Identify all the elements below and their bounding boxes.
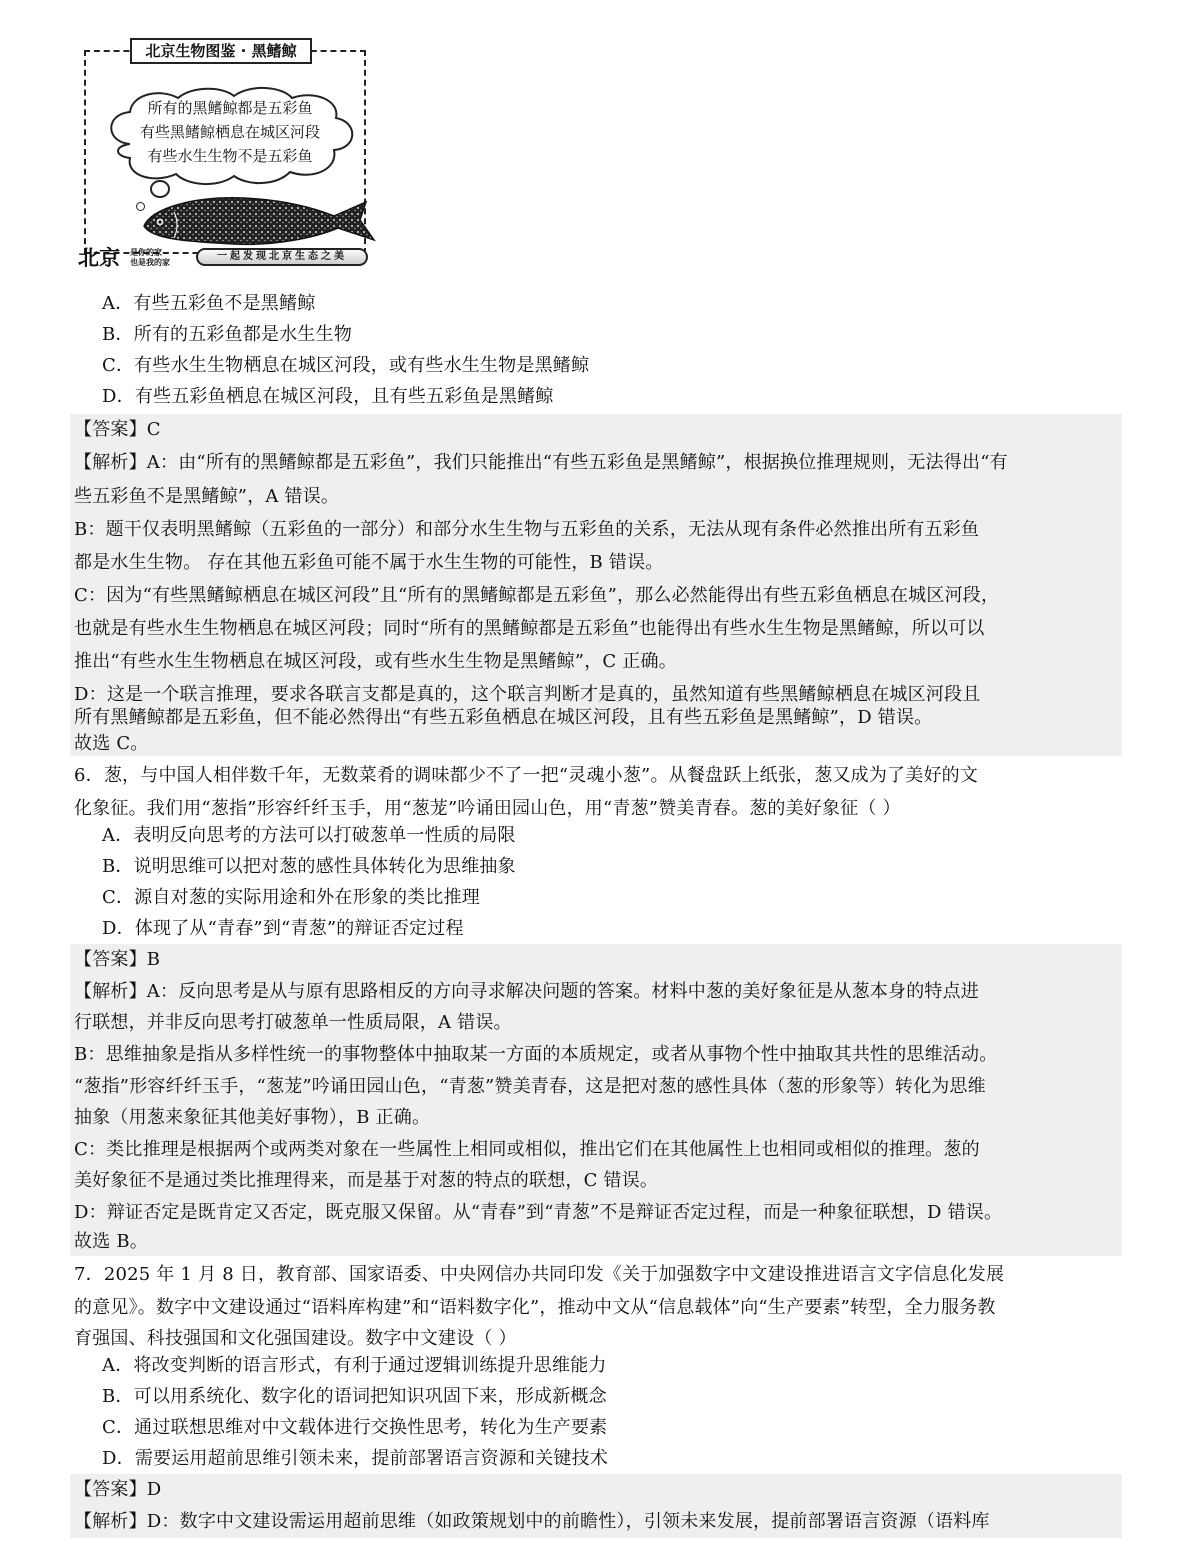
- q7-option-a: A．将改变判断的语言形式，有利于通过逻辑训练提升思维能力: [102, 1355, 607, 1376]
- q6-analysis-line: C：类比推理是根据两个或两类对象在一些属性上相同或相似，推出它们在其他属性上也相同或相似的推理。葱的: [74, 1139, 980, 1160]
- q5-analysis-line: 所有黑鳍鲸都是五彩鱼，但不能必然得出“有些五彩鱼栖息在城区河段，且有些五彩鱼是黑鳍鲸”，D 错误。: [74, 707, 933, 728]
- q6-analysis-line: 美好象征不是通过类比推理得来，而是基于对葱的特点的联想，C 错误。: [74, 1170, 659, 1191]
- q5-option-a: A．有些五彩鱼不是黑鳍鲸: [102, 293, 316, 314]
- q5-analysis-line: 都是水生生物。 存在其他五彩鱼可能不属于水生生物的可能性，B 错误。: [74, 552, 664, 573]
- q6-analysis-line: D：辩证否定是既肯定又否定，既克服又保留。从“青春”到“青葱”不是辩证否定过程，而是一种象征联想，D 错误。: [74, 1202, 1003, 1223]
- q6-analysis-line: 故选 B。: [74, 1231, 148, 1252]
- q5-analysis-line: 推出“有些水生生物栖息在城区河段，或有些水生生物是黑鳍鲸”，C 正确。: [74, 651, 677, 672]
- q7-stem-line: 7．2025 年 1 月 8 日，教育部、国家语委、中央网信办共同印发《关于加强数字中文建设推进语言文字信息化发展: [74, 1264, 1005, 1285]
- q5-analysis-line: D：这是一个联言推理，要求各联言支都是真的，这个联言判断才是真的，虽然知道有些黑鳍鲸栖息在城区河段且: [74, 684, 981, 705]
- q7-stem-line: 的意见》。数字中文建设通过“语料库构建”和“语料数字化”，推动中文从“信息载体”向“生产要素”转型，全力服务教: [74, 1297, 996, 1318]
- figure-footer: [78, 244, 378, 272]
- q6-option-b: B．说明思维可以把对葱的感性具体转化为思维抽象: [102, 856, 516, 877]
- q7-answer: 【答案】D: [74, 1479, 162, 1500]
- q5-analysis-line: B：题干仅表明黑鳍鲸（五彩鱼的一部分）和部分水生生物与五彩鱼的关系，无法从现有条件必然推出所有五彩鱼: [74, 519, 980, 540]
- q7-option-d: D．需要运用超前思维引领未来，提前部署语言资源和关键技术: [102, 1448, 609, 1469]
- q7-stem-line: 育强国、科技强国和文化强国建设。数字中文建设（ ）: [74, 1328, 517, 1349]
- figure-title: 北京生物图鉴 · 黑鳍鲸: [130, 38, 312, 64]
- q6-analysis-line: 行联想，并非反向思考打破葱单一性质局限，A 错误。: [74, 1012, 512, 1033]
- q5-option-c: C．有些水生生物栖息在城区河段，或有些水生生物是黑鳍鲸: [102, 355, 590, 376]
- fish-icon: [134, 182, 378, 252]
- beijing-logo: 北京: [78, 246, 120, 270]
- q5-answer: 【答案】C: [74, 419, 161, 440]
- q5-option-d: D．有些五彩鱼栖息在城区河段，且有些五彩鱼是黑鳍鲸: [102, 386, 554, 407]
- q6-option-a: A．表明反向思考的方法可以打破葱单一性质的局限: [102, 825, 516, 846]
- q7-option-b: B．可以用系统化、数字化的语词把知识巩固下来，形成新概念: [102, 1386, 607, 1407]
- q6-analysis-line: “葱指”形容纤纤玉手，“葱茏”吟诵田园山色，“青葱”赞美青春，这是把对葱的感性具体（葱的形象等）转化为思维: [74, 1076, 986, 1097]
- q6-stem-line: 6．葱，与中国人相伴数千年，无数菜肴的调味都少不了一把“灵魂小葱”。从餐盘跃上纸张，葱又成为了美好的文: [74, 765, 979, 786]
- slogan-line-2: 也是我的家: [130, 258, 170, 267]
- q7-option-c: C．通过联想思维对中文载体进行交换性思考，转化为生产要素: [102, 1417, 608, 1438]
- slogan-pill: 一起发现北京生态之美: [196, 248, 368, 266]
- q6-analysis-line: 抽象（用葱来象征其他美好事物），B 正确。: [74, 1107, 431, 1128]
- q5-analysis-line: C：因为“有些黑鳍鲸栖息在城区河段”且“所有的黑鳍鲸都是五彩鱼”，那么必然能得出有些五彩鱼栖息在城区河段，: [74, 585, 1000, 606]
- q6-option-c: C．源自对葱的实际用途和外在形象的类比推理: [102, 887, 480, 908]
- cloud-line-1: 所有的黑鳍鲸都是五彩鱼: [147, 99, 313, 117]
- q7-analysis-line: 【解析】D：数字中文建设需运用超前思维（如政策规划中的前瞻性），引领未来发展，提前部署语言资源（语料库: [74, 1511, 990, 1532]
- q5-analysis-line: 也就是有些水生生物栖息在城区河段；同时“所有的黑鳍鲸都是五彩鱼”也能得出有些水生生物是黑鳍鲸，所以可以: [74, 618, 985, 639]
- cloud-line-3: 有些水生生物不是五彩鱼: [147, 147, 313, 165]
- q6-answer: 【答案】B: [74, 949, 161, 970]
- q5-analysis-line: 些五彩鱼不是黑鳍鲸”，A 错误。: [74, 486, 340, 507]
- q6-analysis-line: B：思维抽象是指从多样性统一的事物整体中抽取某一方面的本质规定，或者从事物个性中抽取其共性的思维活动。: [74, 1044, 998, 1065]
- slogan-small: [130, 248, 170, 268]
- q6-stem-line: 化象征。我们用“葱指”形容纤纤玉手，用“葱茏”吟诵田园山色，用“青葱”赞美青春。葱的美好象征（ ）: [74, 798, 901, 819]
- cloud-line-2: 有些黑鳍鲸栖息在城区河段: [139, 123, 320, 141]
- slogan-line-1: 是你的家: [130, 248, 162, 257]
- q5-analysis-line: 故选 C。: [74, 733, 149, 754]
- cloud-text: [100, 96, 360, 168]
- q6-option-d: D．体现了从“青春”到“青葱”的辩证否定过程: [102, 918, 464, 939]
- beijing-biology-illustration: [78, 32, 378, 272]
- q5-analysis-line: 【解析】A：由“所有的黑鳍鲸都是五彩鱼”，我们只能推出“有些五彩鱼是黑鳍鲸”，根据换位推理规则，无法得出“有: [74, 452, 1008, 473]
- q6-analysis-line: 【解析】A：反向思考是从与原有思路相反的方向寻求解决问题的答案。材料中葱的美好象征是从葱本身的特点进: [74, 981, 979, 1002]
- q5-option-b: B．所有的五彩鱼都是水生生物: [102, 324, 353, 345]
